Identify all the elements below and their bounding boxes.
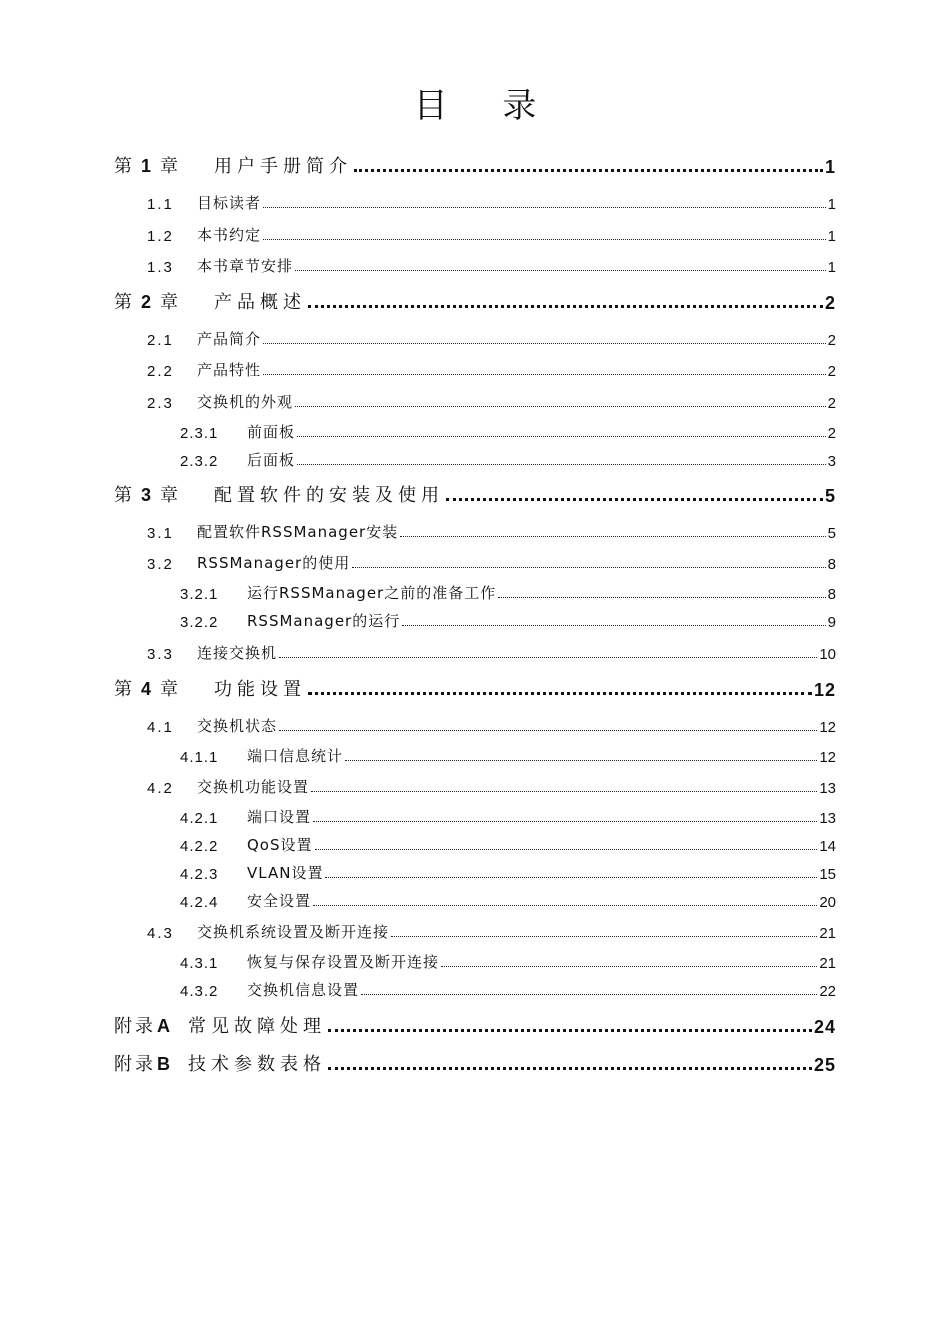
page-number: 2 <box>827 332 836 349</box>
page-number: 13 <box>819 810 836 827</box>
subsection-title: 运行RSSManager之前的准备工作 <box>247 584 497 602</box>
section-title: 配置软件RSSManager安装 <box>197 523 399 541</box>
subsection-title: 恢复与保存设置及断开连接 <box>247 953 440 971</box>
subsection-title: RSSManager的运行 <box>247 612 401 630</box>
chapter-title: 产品概述 <box>214 292 306 313</box>
page-number: 21 <box>819 925 836 942</box>
toc-appendix-b[interactable] <box>114 1048 836 1076</box>
page-number: 2 <box>827 395 836 412</box>
subsection-title: 端口信息统计 <box>247 747 344 765</box>
section-title: 交换机功能设置 <box>197 778 310 796</box>
dot-leader <box>295 269 826 271</box>
dot-leader <box>352 566 825 568</box>
toc-subsection-4-3-1[interactable] <box>180 950 836 972</box>
toc-section-3-3[interactable] <box>147 641 836 663</box>
toc-subsection-3-2-1[interactable] <box>180 581 836 603</box>
toc-subsection-2-3-1[interactable] <box>180 420 836 442</box>
toc-section-4-2[interactable] <box>147 775 836 797</box>
chapter-title: 功能设置 <box>214 679 306 700</box>
dot-leader <box>263 206 826 208</box>
section-title: RSSManager的使用 <box>197 554 351 572</box>
subsection-number: 2.3.2 <box>180 453 219 470</box>
section-number: 4.1 <box>147 719 174 736</box>
section-number: 2.3 <box>147 395 174 412</box>
dot-leader <box>263 342 826 344</box>
dot-leader <box>391 935 817 937</box>
section-number: 2.2 <box>147 363 174 380</box>
subsection-number: 2.3.1 <box>180 425 219 442</box>
page-number: 8 <box>827 586 836 603</box>
section-number: 1.2 <box>147 228 174 245</box>
dot-leader <box>279 656 817 658</box>
section-number: 3.1 <box>147 525 174 542</box>
page-number: 15 <box>819 866 836 883</box>
subsection-title: 前面板 <box>247 423 296 441</box>
dot-leader <box>279 729 817 731</box>
page-number: 21 <box>819 955 836 972</box>
chapter-number: 第 2 章 <box>114 292 182 313</box>
toc-section-1-2[interactable] <box>147 223 836 245</box>
page-number: 14 <box>819 838 836 855</box>
page-number: 2 <box>824 293 836 313</box>
subsection-title: 安全设置 <box>247 892 312 910</box>
dot-leader <box>311 790 817 792</box>
dot-leader <box>345 759 817 761</box>
toc-subsection-4-2-2[interactable] <box>180 833 836 855</box>
subsection-number: 3.2.1 <box>180 586 219 603</box>
toc-appendix-a[interactable] <box>114 1010 836 1038</box>
subsection-title: VLAN设置 <box>247 864 324 882</box>
section-title: 交换机状态 <box>197 717 278 735</box>
section-number: 3.2 <box>147 556 174 573</box>
page-number: 24 <box>813 1017 836 1037</box>
section-title: 产品特性 <box>197 361 262 379</box>
subsection-number: 3.2.2 <box>180 614 219 631</box>
appendix-label: 附录A <box>114 1016 173 1037</box>
section-number: 1.3 <box>147 259 174 276</box>
page-number: 1 <box>827 228 836 245</box>
section-title: 本书章节安排 <box>197 257 294 275</box>
chapter-number: 第 3 章 <box>114 485 182 506</box>
page-number: 1 <box>827 196 836 213</box>
chapter-title: 用户手册简介 <box>214 156 352 177</box>
toc-section-3-2[interactable] <box>147 551 836 573</box>
toc-subsection-2-3-2[interactable] <box>180 448 836 470</box>
section-title: 交换机的外观 <box>197 393 294 411</box>
dot-leader <box>498 596 825 598</box>
page-number: 1 <box>827 259 836 276</box>
page-number: 5 <box>824 486 836 506</box>
toc-subsection-4-1-1[interactable] <box>180 744 836 766</box>
subsection-number: 4.2.1 <box>180 810 219 827</box>
toc-subsection-4-2-1[interactable] <box>180 805 836 827</box>
page-number: 9 <box>827 614 836 631</box>
page-number: 2 <box>827 363 836 380</box>
dot-leader <box>315 848 818 850</box>
appendix-label: 附录B <box>114 1054 173 1075</box>
dot-leader <box>441 965 817 967</box>
section-title: 目标读者 <box>197 194 262 212</box>
dot-leader <box>402 624 825 626</box>
chapter-number: 第 4 章 <box>114 679 182 700</box>
dot-leader <box>263 373 826 375</box>
page-number: 25 <box>813 1055 836 1075</box>
section-title: 交换机系统设置及断开连接 <box>197 923 390 941</box>
appendix-title: 技术参数表格 <box>188 1054 326 1075</box>
toc-chapter-1[interactable] <box>114 150 836 178</box>
dot-leader <box>328 1066 812 1070</box>
toc-section-3-1[interactable] <box>147 520 836 542</box>
dot-leader <box>295 405 826 407</box>
section-number: 4.2 <box>147 780 174 797</box>
dot-leader <box>361 993 817 995</box>
subsection-title: 端口设置 <box>247 808 312 826</box>
section-title: 产品简介 <box>197 330 262 348</box>
appendix-title: 常见故障处理 <box>188 1016 326 1037</box>
toc-section-1-1[interactable] <box>147 191 836 213</box>
subsection-number: 4.3.1 <box>180 955 219 972</box>
page-number: 2 <box>827 425 836 442</box>
toc-subsection-4-2-4[interactable] <box>180 889 836 911</box>
page-number: 13 <box>819 780 836 797</box>
toc-subsection-3-2-2[interactable] <box>180 609 836 631</box>
page-number: 10 <box>819 646 836 663</box>
dot-leader <box>308 304 823 308</box>
toc-section-2-1[interactable] <box>147 327 836 349</box>
dot-leader <box>313 904 817 906</box>
chapter-title: 配置软件的安装及使用 <box>214 485 444 506</box>
page-number: 12 <box>819 719 836 736</box>
toc-section-2-2[interactable] <box>147 358 836 380</box>
toc-chapter-4[interactable] <box>114 673 836 701</box>
page-number: 3 <box>827 453 836 470</box>
section-number: 4.3 <box>147 925 174 942</box>
dot-leader <box>297 435 826 437</box>
subsection-number: 4.2.3 <box>180 866 219 883</box>
page-number: 5 <box>827 525 836 542</box>
subsection-number: 4.1.1 <box>180 749 219 766</box>
section-number: 3.3 <box>147 646 174 663</box>
section-number: 2.1 <box>147 332 174 349</box>
toc-section-4-1[interactable] <box>147 714 836 736</box>
section-title: 本书约定 <box>197 226 262 244</box>
section-number: 1.1 <box>147 196 174 213</box>
page-number: 12 <box>813 680 836 700</box>
page-number: 8 <box>827 556 836 573</box>
toc-chapter-2[interactable] <box>114 286 836 314</box>
dot-leader <box>297 463 826 465</box>
page-number: 20 <box>819 894 836 911</box>
dot-leader <box>313 820 817 822</box>
dot-leader <box>328 1028 812 1032</box>
section-title: 连接交换机 <box>197 644 278 662</box>
toc-subsection-4-3-2[interactable] <box>180 978 836 1000</box>
toc-section-4-3[interactable] <box>147 920 836 942</box>
toc-section-2-3[interactable] <box>147 390 836 412</box>
dot-leader <box>308 691 812 695</box>
page-number: 12 <box>819 749 836 766</box>
subsection-number: 4.3.2 <box>180 983 219 1000</box>
dot-leader <box>446 497 823 501</box>
subsection-title: 后面板 <box>247 451 296 469</box>
subsection-number: 4.2.2 <box>180 838 219 855</box>
dot-leader <box>400 535 825 537</box>
subsection-title: QoS设置 <box>247 836 313 854</box>
page-title: 目 录 <box>413 86 559 126</box>
chapter-number: 第 1 章 <box>114 156 182 177</box>
dot-leader <box>354 168 823 172</box>
subsection-number: 4.2.4 <box>180 894 219 911</box>
page-number: 22 <box>819 983 836 1000</box>
dot-leader <box>325 876 817 878</box>
dot-leader <box>263 238 826 240</box>
toc-chapter-3[interactable] <box>114 479 836 507</box>
toc-section-1-3[interactable] <box>147 254 836 276</box>
toc-subsection-4-2-3[interactable] <box>180 861 836 883</box>
page-number: 1 <box>824 157 836 177</box>
subsection-title: 交换机信息设置 <box>247 981 360 999</box>
